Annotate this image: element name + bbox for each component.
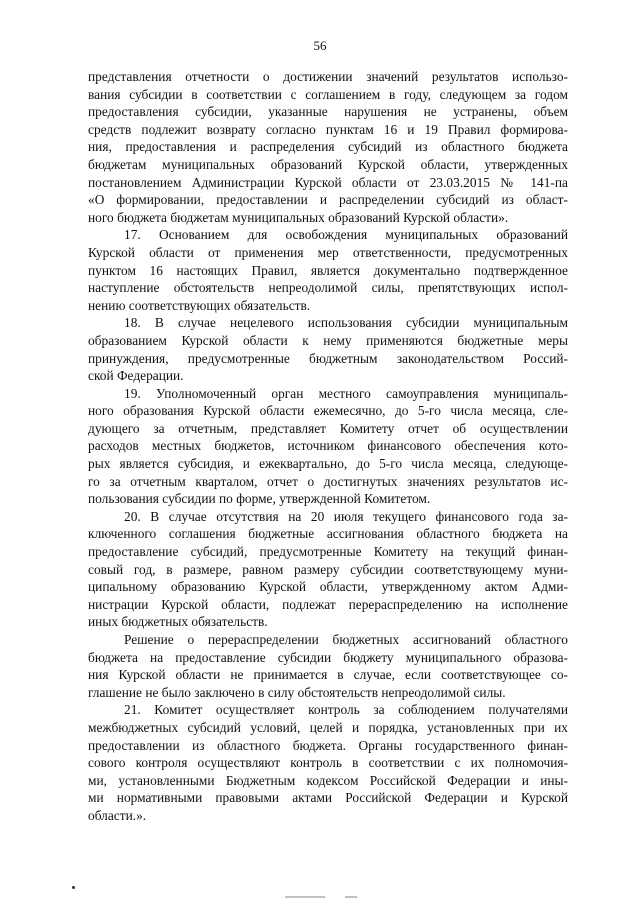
text-line: постановлением Администрации Курской области от 23.03.2015 № 141-па [88,174,568,190]
text-line: нистрации Курской области, подлежат перераспределению на исполнение [88,596,568,612]
page-number: 56 [313,38,327,53]
text-line: нению соответствующих обязательств. [88,297,311,313]
paragraph [88,701,568,824]
text-line: расходов местных бюджетов, источником финансового обеспечения кото- [88,438,568,454]
text-line: «О формировании, предоставлении и распределении субсидий из област- [88,192,568,208]
text-line: 18. В случае нецелевого использования субсидии муниципальным [124,315,568,331]
text-line: совый год, в размере, равном размеру субсидии соответствующему муни- [88,561,568,577]
paragraph [88,385,568,508]
text-line: рых является субсидия, и ежеквартально, до 5-го числа месяца, следующе- [88,456,568,472]
text-line: иных бюджетных обязательств. [88,614,268,630]
scan-artifact-dot [72,886,75,889]
text-line: области.». [88,807,147,823]
text-line: ми, установленными Бюджетным кодексом Российской Федерации и ины- [88,772,568,788]
paragraph [88,508,568,631]
text-line: предоставления субсидии, указанные нарушения не устранены, объем [88,104,568,120]
text-line: предоставление субсидий, предусмотренные Комитету на текущий финан- [88,544,568,560]
text-line: глашение не было заключено в силу обстоятельств непреодолимой силы. [88,684,506,700]
text-line: ного образования Курской области ежемесячно, до 5-го числа месяца, сле- [88,403,568,419]
text-line: бюджетам муниципальных образований Курской области, утвержденных [88,156,568,172]
text-line: 20. В случае отсутствия на 20 июля текущего финансового года за- [124,508,568,524]
text-line: межбюджетных субсидий условий, целей и порядка, установленных при их [88,719,568,735]
paragraph [88,314,568,384]
text-line: предоставлении из областного бюджета. Органы государственного финан- [88,737,568,753]
text-line: Решение о перераспределении бюджетных ассигнований областного [124,632,568,647]
text-line: 17. Основанием для освобождения муниципальных образований [124,227,568,243]
scan-artifact-smudge [285,896,325,898]
text-line: ного бюджета бюджетам муниципальных образований Курской области». [88,209,509,225]
text-line: ключенного соглашения бюджетные ассигнования областного бюджета на [88,526,568,542]
text-line: наступление обстоятельств непреодолимой силы, препятствующих испол- [88,280,568,296]
text-line: сового контроля осуществляют контроль в соответствии с их полномочия- [88,755,568,771]
paragraph [88,631,568,701]
text-line: бюджета на предоставление субсидии бюджету муниципального образова- [88,649,568,665]
text-line: образованием Курской области к нему применяются бюджетные меры [88,332,568,348]
document-body [88,68,568,825]
text-line: средств подлежит возврату согласно пунктам 16 и 19 Правил формирова- [88,121,568,137]
text-line: 19. Уполномоченный орган местного самоуправления муниципаль- [124,385,568,401]
paragraph [88,68,568,226]
text-line: пользования субсидии по форме, утвержденной Комитетом. [88,491,431,507]
scan-artifact-smudge [345,896,357,898]
text-line: 21. Комитет осуществляет контроль за соблюдением получателями [124,702,568,718]
text-line: ния Курской области не принимается в случае, если соответствующее со- [88,667,568,683]
text-line: Курской области от применения мер ответственности, предусмотренных [88,244,568,260]
text-line: ципальному образованию Курской области, утвержденному актом Адми- [88,579,568,595]
text-line: ской Федерации. [88,368,184,384]
text-line: пунктом 16 настоящих Правил, является документально подтвержденное [88,262,568,278]
text-line: представления отчетности о достижении значений результатов использо- [88,69,568,84]
text-line: дующего за отчетным, представляет Комитету отчет об осуществлении [88,420,568,436]
text-line: принуждения, предусмотренные бюджетным законодательством Россий- [88,350,568,366]
text-line: вания субсидии в соответствии с соглашением в году, следующем за годом [88,86,568,102]
text-line: ми нормативными правовыми актами Российской Федерации и Курской [88,790,568,806]
paragraph [88,226,568,314]
text-line: ния, предоставления и распределения субсидий из областного бюджета [88,139,568,155]
text-line: го за отчетным кварталом, отчет о достигнутых значениях результатов ис- [88,473,568,489]
